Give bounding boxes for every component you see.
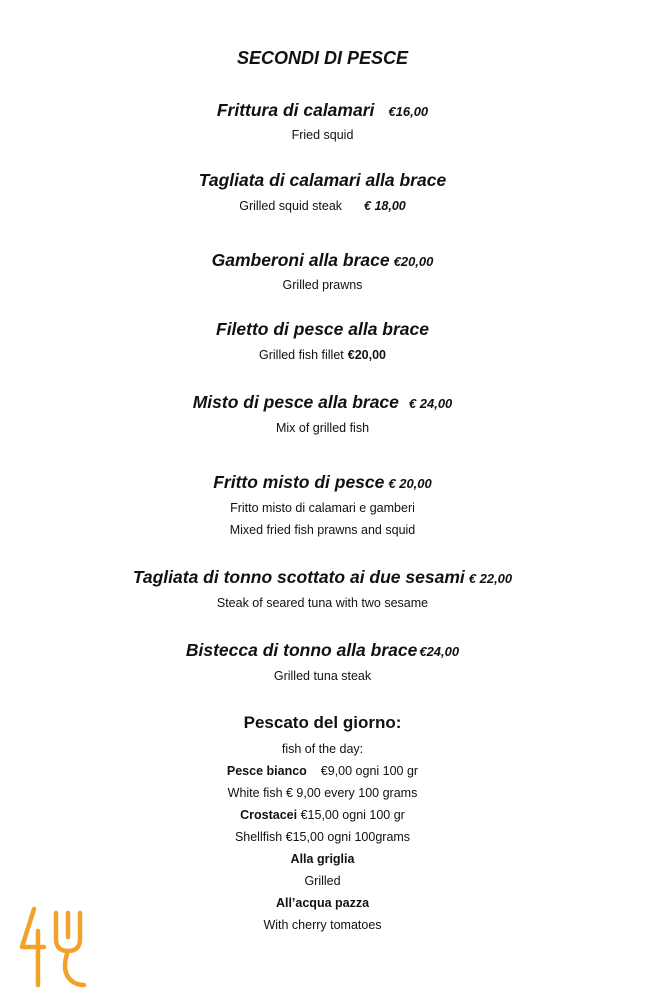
dish-name: [0, 567, 645, 588]
dish-name-text: Fritto misto di pesce: [213, 472, 385, 492]
shellfish-label: Crostacei: [240, 808, 298, 822]
dish-description: [0, 348, 645, 362]
dish-description: Mixed fried fish prawns and squid: [229, 523, 416, 537]
dish-description: Fritto misto di calamari e gamberi: [230, 501, 415, 515]
dish-price: € 24,00: [408, 396, 453, 411]
catch-of-day-title: Pescato del giorno:: [243, 713, 402, 732]
fork-logo-icon: [16, 905, 88, 991]
white-fish-english: White fish € 9,00 every 100 grams: [227, 786, 418, 800]
dish-name: [0, 250, 645, 271]
dish-name: Tagliata di calamari alla brace: [198, 170, 447, 190]
dish-name: [0, 100, 645, 121]
acqua-pazza-english: With cherry tomatoes: [263, 918, 382, 932]
dish-description: [0, 199, 645, 213]
dish-name-text: Bistecca di tonno alla brace: [185, 640, 418, 660]
dish-price: €16,00: [388, 104, 429, 119]
dish-price: €24,00: [419, 644, 460, 659]
white-fish-line: [0, 764, 645, 778]
dish-description: Grilled tuna steak: [273, 669, 372, 683]
dish-description-text: Grilled squid steak: [239, 199, 343, 213]
dish-name-text: Frittura di calamari: [216, 100, 375, 120]
dish-price: €20,00: [347, 348, 386, 362]
dish-name-text: Tagliata di tonno scottato ai due sesami: [132, 567, 465, 587]
grilled-english: Grilled: [304, 874, 341, 888]
page-title: SECONDI DI PESCE: [236, 48, 409, 68]
dish-description: Mix of grilled fish: [275, 421, 370, 435]
dish-description: Grilled prawns: [282, 278, 363, 292]
catch-of-day-subtitle: fish of the day:: [281, 742, 364, 756]
dish-name: [0, 392, 645, 413]
dish-description-text: Grilled fish fillet: [259, 348, 344, 362]
dish-price: € 22,00: [468, 571, 513, 586]
dish-name: [0, 472, 645, 493]
dish-name: [0, 640, 645, 661]
dish-name-text: Gamberoni alla brace: [211, 250, 390, 270]
dish-name-text: Misto di pesce alla brace: [192, 392, 399, 412]
shellfish-price: €15,00 ogni 100 gr: [300, 808, 405, 822]
dish-price: € 18,00: [364, 199, 406, 213]
dish-name: Filetto di pesce alla brace: [216, 319, 429, 339]
dish-description: Steak of seared tuna with two sesame: [216, 596, 429, 610]
white-fish-label: Pesce bianco: [226, 764, 307, 778]
grilled-label: Alla griglia: [290, 852, 355, 866]
dish-description: Fried squid: [291, 128, 354, 142]
shellfish-line: [0, 808, 645, 822]
acqua-pazza-label: All’acqua pazza: [275, 896, 370, 910]
shellfish-english: Shellfish €15,00 ogni 100grams: [234, 830, 411, 844]
dish-price: €20,00: [393, 254, 434, 269]
dish-price: € 20,00: [388, 476, 432, 491]
white-fish-price: €9,00 ogni 100 gr: [320, 764, 419, 778]
